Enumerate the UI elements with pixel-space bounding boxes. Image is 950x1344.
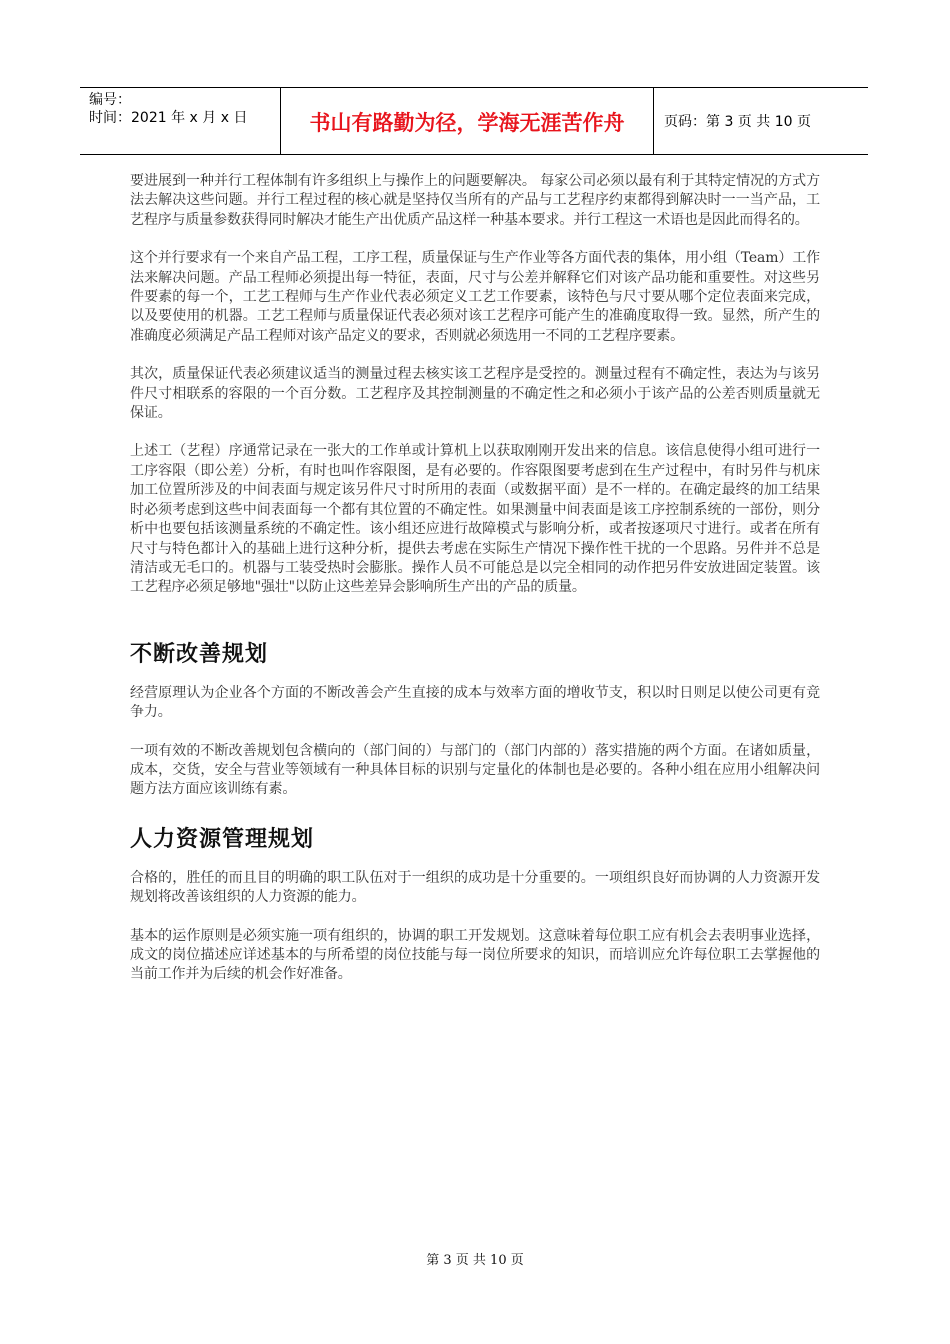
body-paragraph: 上述工（艺程）序通常记录在一张大的工作单或计算机上以获取刚刚开发出来的信息。该信息使得小组可进行一工序容限（即公差）分析，有时也叫作容限图，是有必要的。作容限图要考虑到在生产过程中，有时另件与机床加工位置所涉及的中间表面与规定该另件尺寸时所用的表面（或数据平面）是不一样的。在确定最终的加工结果时必须考虑到这些中间表面每一个都有其位置的不确定性。如果测量中间表面是该工序控制系统的一部份，则分析中也要包括该测量系统的不确定性。该小组还应进行故障模式与影响分析，或者按逐项尺寸进行。或者在所有尺寸与特色都计入的基础上进行这种分析，提供去考虑在实际生产情况下操作性干扰的一个思路。另件并不总是清洁或无毛口的。机器与工装受热时会膨胀。操作人员不可能总是以完全相同的动作把另件安放进固定装置。该工艺程序必须足够地"强壮"以防止这些差异会影响所生产出的产品的质量。 (130, 443, 820, 596)
header-motto: 书山有路勤为径，学海无涯苦作舟 (281, 88, 654, 154)
section-heading-continuous-improvement: 不断改善规划 (130, 640, 269, 667)
body-paragraph: 要进展到一种并行工程体制有许多组织上与操作上的问题要解决。 每家公司必须以最有利于其特定情况的方式方法去解决这些问题。并行工程过程的核心就是坚持仅当所有的产品与工艺程序约束都得到解决时一一当产品，工艺程序与质量参数获得同时解决才能生产出优质产品这样一种基本要求。并行工程这一术语也是因此而得名的。 (130, 173, 820, 228)
document-body (130, 172, 820, 1004)
page-footer: 第 3 页 共 10 页 (426, 1253, 524, 1268)
body-paragraph: 基本的运作原则是必须实施一项有组织的，协调的职工开发规划。这意味着每位职工应有机会去表明事业选择，成文的岗位描述应详述基本的与所希望的岗位技能与每一岗位所要求的知识，而培训应允许每位职工去掌握他的当前工作并为后续的机会作好准备。 (130, 927, 820, 983)
date-label: 时间：2021 年 x 月 x 日 (89, 110, 248, 126)
body-paragraph: 这个并行要求有一个来自产品工程，工序工程，质量保证与生产作业等各方面代表的集体，用小组（Team）工作法来解决问题。产品工程师必须提出每一特征，表面，尺寸与公差并解释它们对该产品功能和重要性。对这些另件要素的每一个，工艺工程师与生产作业代表必须定义工艺工作要素，该特色与尺寸要从哪个定位表面来完成，以及要使用的机器。工艺工程师与质量保证代表必须对该工艺程序可能产生的准确度取得一致。显然，所产生的准确度必须满足产品工程师对该产品定义的要求，否则就必须选用一不同的工艺程序要素。 (130, 250, 820, 344)
body-paragraph: 合格的，胜任的而且目的明确的职工队伍对于一组织的成功是十分重要的。一项组织良好而协调的人力资源开发规划将改善该组织的人力资源的能力。 (130, 869, 820, 906)
page-header-table (80, 87, 868, 155)
section-heading-human-resources: 人力资源管理规划 (130, 825, 315, 852)
header-meta-cell (80, 88, 281, 154)
body-paragraph: 经营原理认为企业各个方面的不断改善会产生直接的成本与效率方面的增收节支，积以时日则足以使公司更有竞争力。 (130, 684, 820, 721)
body-paragraph: 其次，质量保证代表必须建议适当的测量过程去核实该工艺程序是受控的。测量过程有不确定性，表达为与该另件尺寸相联系的容限的一个百分数。工艺程序及其控制测量的不确定性之和必须小于该产品的公差否则质量就无保证。 (130, 366, 820, 422)
serial-label: 编号： (89, 92, 131, 108)
header-page-number: 页码：第 3 页 共 10 页 (664, 114, 811, 130)
body-paragraph: 一项有效的不断改善规划包含横向的（部门间的）与部门的（部门内部的）落实措施的两个方面。在诸如质量，成本，交货，安全与营业等领域有一种具体目标的识别与定量化的体制也是必要的。各种小组在应用小组解决问题方法方面应该训练有素。 (130, 742, 820, 798)
